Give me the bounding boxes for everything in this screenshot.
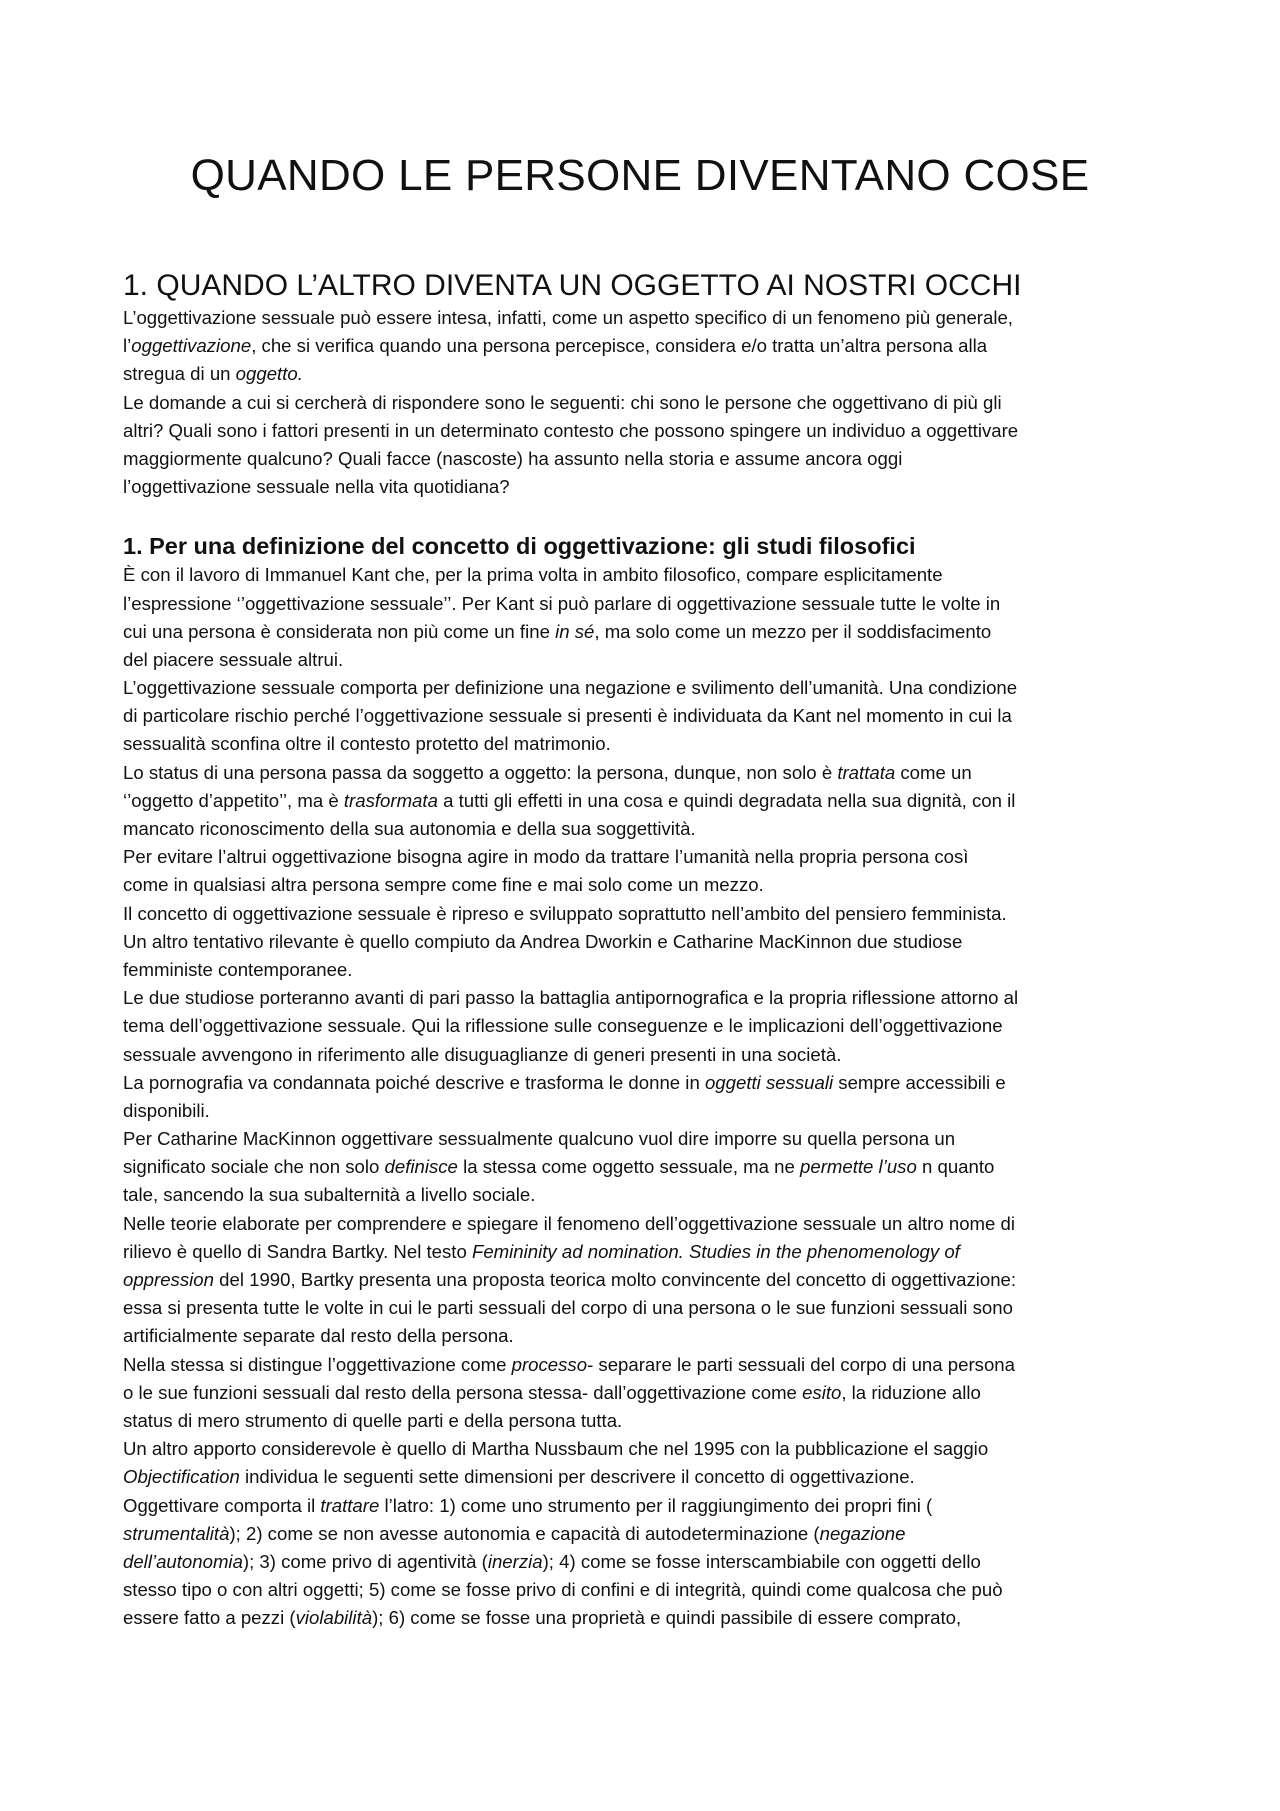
text-run: n quanto (916, 1156, 995, 1178)
text-line (123, 730, 1173, 758)
text-run: o le sue funzioni sessuali dal resto della persona stessa- dall’oggettivazione come (123, 1381, 803, 1403)
text-run: È con il lavoro di Immanuel Kant che, per la prima volta in ambito filosofico, compare esplicitamente (123, 564, 943, 586)
italic-text-run: definisce (384, 1156, 458, 1178)
text-run: tema dell’oggettivazione sessuale. Qui la riflessione sulle conseguenze e le implicazioni dell’oggettivazione (123, 1015, 1003, 1037)
italic-text-run: oppression (123, 1269, 214, 1290)
italic-text-run: strumentalità (123, 1522, 230, 1544)
text-run: essa si presenta tutte le volte in cui le parti sessuali del corpo di una persona o le sue funzioni sessuali sono (123, 1297, 1013, 1319)
text-run: cui una persona è considerata non più come un fine (123, 620, 556, 642)
text-line (123, 304, 1173, 332)
text-line (123, 360, 1173, 388)
subsection-heading: 1. Per una definizione del concetto di oggettivazione: gli studi filosofici (123, 533, 916, 560)
text-run: rilievo è quello di Sandra Bartky. Nel testo (123, 1240, 472, 1262)
text-run: ); 6) come se fosse una proprietà e quindi passibile di essere comprato, (372, 1607, 962, 1629)
text-line (123, 1576, 1173, 1604)
italic-text-run: violabilità (295, 1607, 373, 1629)
text-run: significato sociale che non solo (123, 1156, 385, 1178)
text-line (123, 759, 1173, 787)
text-line (123, 1041, 1173, 1069)
document-title: QUANDO LE PERSONE DIVENTANO COSE (190, 151, 1090, 200)
text-line (123, 928, 1173, 956)
text-run: Nella stessa si distingue l’oggettivazione come (123, 1353, 512, 1375)
text-run: Un altro apporto considerevole è quello di Martha Nussbaum che nel 1995 con la pubblicazione el saggio (123, 1438, 989, 1460)
text-line (123, 1520, 1173, 1548)
text-run: ); 2) come se non avesse autonomia e capacità di autodeterminazione ( (229, 1522, 820, 1544)
text-run: , ma solo come un mezzo per il soddisfacimento (594, 620, 992, 642)
italic-text-run: in sé (555, 620, 595, 642)
text-run: disponibili. (123, 1099, 210, 1121)
text-line (123, 1153, 1173, 1181)
text-line (123, 445, 1173, 473)
italic-text-run: trattata (837, 761, 896, 783)
text-line (123, 702, 1173, 730)
text-line (123, 1266, 1173, 1294)
text-run: sempre accessibili e (833, 1071, 1006, 1093)
text-line (123, 590, 1173, 618)
text-line (123, 561, 1173, 589)
text-run: ‘’oggetto d’appetito’’, ma è (123, 789, 344, 811)
text-run: altri? Quali sono i fattori presenti in un determinato contesto che possono spingere un individuo a oggettivare (123, 419, 1019, 441)
text-line (123, 1069, 1173, 1097)
text-run: tale, sancendo la sua subalternità a livello sociale. (123, 1184, 536, 1206)
text-line (123, 618, 1173, 646)
text-run: stregua di un (123, 363, 236, 385)
text-run: L’oggettivazione sessuale può essere intesa, infatti, come un aspetto specifico di un fenomeno più generale, (123, 307, 1013, 328)
text-run: come in qualsiasi altra persona sempre come fine e mai solo come un mezzo. (123, 874, 764, 896)
italic-text-run: dell’autonomia (123, 1550, 243, 1572)
text-line (123, 900, 1173, 928)
text-run: sessuale avvengono in riferimento alle disuguaglianze di generi presenti in una società. (123, 1043, 842, 1065)
text-run: del piacere sessuale altrui. (123, 648, 344, 670)
text-run: Le due studiose porteranno avanti di pari passo la battaglia antipornografica e la propria riflessione attorno al (123, 987, 1019, 1009)
text-run: Il concetto di oggettivazione sessuale è ripreso e sviluppato soprattutto nell’ambito del pensiero femminista. (123, 902, 1007, 924)
text-line (123, 1181, 1173, 1209)
text-run: Lo status di una persona passa da soggetto a oggetto: la persona, dunque, non solo è (123, 761, 838, 783)
text-line (123, 1492, 1173, 1520)
text-run: la stessa come oggetto sessuale, ma ne (457, 1156, 801, 1178)
text-run: l’oggettivazione sessuale nella vita quotidiana? (123, 476, 510, 498)
text-line (123, 1097, 1173, 1125)
text-run: Le domande a cui si cercherà di rispondere sono le seguenti: chi sono le persone che oggettivano di più gli (123, 391, 1002, 413)
text-line (123, 956, 1173, 984)
text-line (123, 787, 1173, 815)
italic-text-run: processo (511, 1353, 588, 1375)
italic-text-run: inerzia (487, 1550, 543, 1572)
text-run: essere fatto a pezzi ( (123, 1607, 296, 1629)
section-paragraph (123, 304, 1173, 501)
text-line (123, 1351, 1173, 1379)
text-run: Per evitare l’altrui oggettivazione bisogna agire in modo da trattare l’umanità nella propria persona così (123, 846, 969, 868)
section-heading: 1. QUANDO L’ALTRO DIVENTA UN OGGETTO AI NOSTRI OCCHI (123, 269, 1022, 302)
subsection-paragraph (123, 561, 1173, 1632)
text-run: - separare le parti sessuali del corpo di una persona (587, 1353, 1015, 1375)
text-run: L’oggettivazione sessuale comporta per definizione una negazione e svilimento dell’umanità. Una condizione (123, 677, 1018, 699)
text-line (123, 1210, 1173, 1238)
italic-text-run: oggetti sessuali (704, 1071, 834, 1093)
text-line (123, 815, 1173, 843)
text-line (123, 332, 1173, 360)
text-run: , la riduzione allo (841, 1381, 981, 1403)
text-line (123, 389, 1173, 417)
text-line (123, 871, 1173, 899)
text-line (123, 674, 1173, 702)
text-line (123, 1294, 1173, 1322)
italic-text-run: Femininity ad nomination. Studies in the phenomenology of (471, 1240, 960, 1262)
text-run: l’espressione ‘’oggettivazione sessuale’’. Per Kant si può parlare di oggettivazione sessuale tutte le volte in (123, 592, 1001, 614)
text-run: Nelle teorie elaborate per comprendere e spiegare il fenomeno dell’oggettivazione sessuale un altro nome di (123, 1212, 1016, 1234)
text-run: maggiormente qualcuno? Quali facce (nascoste) ha assunto nella storia e assume ancora oggi (123, 447, 903, 469)
text-run: Un altro tentativo rilevante è quello compiuto da Andrea Dworkin e Catharine MacKinnon due studiose (123, 930, 963, 952)
text-line (123, 646, 1173, 674)
text-run: status di mero strumento di quelle parti e della persona tutta. (123, 1409, 623, 1431)
text-line (123, 1463, 1173, 1491)
text-line (123, 1379, 1173, 1407)
text-run: del 1990, Bartky presenta una proposta teorica molto convincente del concetto di oggettivazione: (213, 1269, 1017, 1290)
text-line (123, 843, 1173, 871)
text-run: l’ (123, 335, 132, 357)
italic-text-run: trattare (320, 1494, 380, 1516)
text-run: l’latro: 1) come uno strumento per il raggiungimento dei propri fini ( (379, 1494, 933, 1516)
text-line (123, 1238, 1173, 1266)
text-run: femministe contemporanee. (123, 958, 353, 980)
italic-text-run: trasformata (343, 789, 438, 811)
italic-text-run: oggetto. (235, 363, 303, 385)
text-run: ); 4) come se fosse interscambiabile con oggetti dello (542, 1550, 981, 1572)
italic-text-run: oggettivazione (131, 335, 252, 357)
italic-text-run: Objectification (123, 1466, 240, 1488)
text-run: individua le seguenti sette dimensioni per descrivere il concetto di oggettivazione. (239, 1466, 915, 1488)
text-line (123, 473, 1173, 501)
text-line (123, 1407, 1173, 1435)
document-body (123, 268, 1173, 1632)
text-line (123, 1435, 1173, 1463)
text-line (123, 1322, 1173, 1350)
text-run: stesso tipo o con altri oggetti; 5) come se fosse privo di confini e di integrità, quindi come qualcosa che può (123, 1579, 1003, 1601)
text-line (123, 417, 1173, 445)
text-run: Per Catharine MacKinnon oggettivare sessualmente qualcuno vuol dire imporre su quella persona un (123, 1128, 956, 1150)
text-run: ); 3) come privo di agentività ( (242, 1550, 488, 1572)
text-run: artificialmente separate dal resto della persona. (123, 1325, 514, 1347)
text-run: mancato riconoscimento della sua autonomia e della sua soggettività. (123, 818, 696, 839)
text-line (123, 1125, 1173, 1153)
text-run: di particolare rischio perché l’oggettivazione sessuale si presenti è individuata da Kant nel momento in cui la (123, 705, 1012, 727)
text-line (123, 1012, 1173, 1040)
italic-text-run: esito (802, 1381, 842, 1403)
italic-text-run: permette l’uso (800, 1156, 917, 1178)
text-run: , che si verifica quando una persona percepisce, considera e/o tratta un’altra persona alla (251, 335, 988, 357)
text-line (123, 984, 1173, 1012)
text-run: a tutti gli effetti in una cosa e quindi degradata nella sua dignità, con il (437, 789, 1016, 811)
text-run: Oggettivare comporta il (123, 1494, 321, 1516)
text-run: La pornografia va condannata poiché descrive e trasforma le donne in (123, 1071, 705, 1093)
text-line (123, 1548, 1173, 1576)
text-run: come un (895, 761, 972, 783)
italic-text-run: negazione (819, 1522, 906, 1544)
text-run: sessualità sconfina oltre il contesto protetto del matrimonio. (123, 733, 611, 755)
text-line (123, 1604, 1173, 1632)
